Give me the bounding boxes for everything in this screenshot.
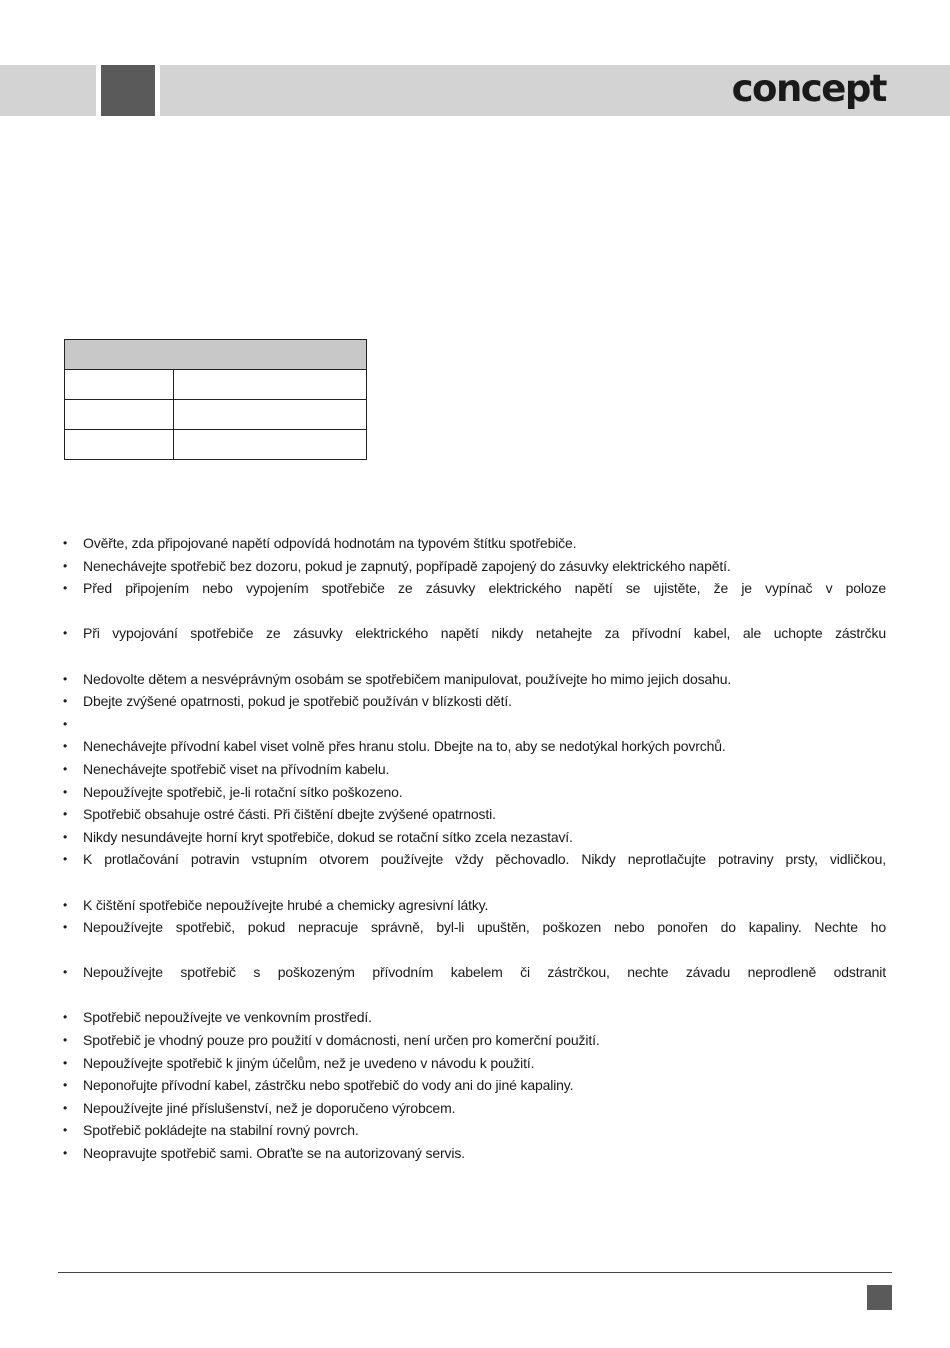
safety-instructions-list bbox=[63, 532, 886, 1165]
spec-table-label-cell bbox=[65, 370, 174, 400]
list-item: • Při vypojování spotřebiče ze zásuvky elektrického napětí nikdy netahejte za přívodní kabel, ale uchopte zástrčku bbox=[63, 622, 886, 645]
list-item: • Nepoužívejte spotřebič s poškozeným přívodním kabelem či zástrčkou, nechte závadu neprodleně odstranit bbox=[63, 961, 886, 984]
spec-table-value-cell bbox=[174, 400, 367, 430]
list-item: • Nepoužívejte spotřebič, je-li rotační sítko poškozeno. bbox=[63, 781, 886, 804]
spec-table-row bbox=[65, 430, 367, 460]
spec-table-header-row bbox=[65, 340, 367, 370]
list-item: • Nepoužívejte jiné příslušenství, než je doporučeno výrobcem. bbox=[63, 1097, 886, 1120]
list-item bbox=[63, 713, 886, 736]
list-item: • Neponořujte přívodní kabel, zástrčku nebo spotřebič do vody ani do jiné kapaliny. bbox=[63, 1074, 886, 1097]
list-item: • Nepoužívejte spotřebič, pokud nepracuje správně, byl-li upuštěn, poškozen nebo ponořen do kapaliny. Nechte ho bbox=[63, 916, 886, 939]
list-item: • Ověřte, zda připojované napětí odpovídá hodnotám na typovém štítku spotřebiče. bbox=[63, 532, 886, 555]
list-item: • Spotřebič je vhodný pouze pro použití v domácnosti, není určen pro komerční použití. bbox=[63, 1029, 886, 1052]
header-left-bar bbox=[0, 65, 96, 116]
footer-divider bbox=[58, 1272, 892, 1273]
list-item: • K protlačování potravin vstupním otvorem používejte vždy pěchovadlo. Nikdy neprotlačujte potraviny prsty, vidličkou, bbox=[63, 848, 886, 871]
list-item: • Spotřebič nepoužívejte ve venkovním prostředí. bbox=[63, 1006, 886, 1029]
list-item: • Dbejte zvýšené opatrnosti, pokud je spotřebič používán v blízkosti dětí. bbox=[63, 690, 886, 713]
list-item: • K čištění spotřebiče nepoužívejte hrubé a chemicky agresivní látky. bbox=[63, 894, 886, 917]
list-item: • Nenechávejte spotřebič viset na přívodním kabelu. bbox=[63, 758, 886, 781]
list-item: • Spotřebič pokládejte na stabilní rovný povrch. bbox=[63, 1119, 886, 1142]
list-item: • Neopravujte spotřebič sami. Obraťte se na autorizovaný servis. bbox=[63, 1142, 886, 1165]
brand-logo: concept bbox=[731, 67, 886, 110]
spec-table-value-cell bbox=[174, 370, 367, 400]
list-item: • Nenechávejte spotřebič bez dozoru, pokud je zapnutý, popřípadě zapojený do zásuvky elektrického napětí. bbox=[63, 555, 886, 578]
list-item: • Před připojením nebo vypojením spotřebiče ze zásuvky elektrického napětí se ujistěte, že je vypínač v poloze bbox=[63, 577, 886, 600]
list-item: • Nikdy nesundávejte horní kryt spotřebiče, dokud se rotační sítko zcela nezastaví. bbox=[63, 826, 886, 849]
spec-table-header-cell bbox=[65, 340, 367, 370]
spec-table-value-cell bbox=[174, 430, 367, 460]
list-item: • Nedovolte dětem a nesvéprávným osobám se spotřebičem manipulovat, používejte ho mimo jejich dosahu. bbox=[63, 668, 886, 691]
list-item: • Spotřebič obsahuje ostré části. Při čištění dbejte zvýšené opatrnosti. bbox=[63, 803, 886, 826]
page-number-square bbox=[867, 1285, 892, 1310]
spec-table bbox=[64, 339, 367, 460]
spec-table-row bbox=[65, 370, 367, 400]
list-item: • Nepoužívejte spotřebič k jiným účelům, než je uvedeno v návodu k použití. bbox=[63, 1052, 886, 1075]
list-item: • Nenechávejte přívodní kabel viset volně přes hranu stolu. Dbejte na to, aby se nedotýkal horkých povrchů. bbox=[63, 735, 886, 758]
spec-table-row bbox=[65, 400, 367, 430]
spec-table-label-cell bbox=[65, 400, 174, 430]
spec-table-label-cell bbox=[65, 430, 174, 460]
header-chapter-square bbox=[101, 65, 155, 116]
